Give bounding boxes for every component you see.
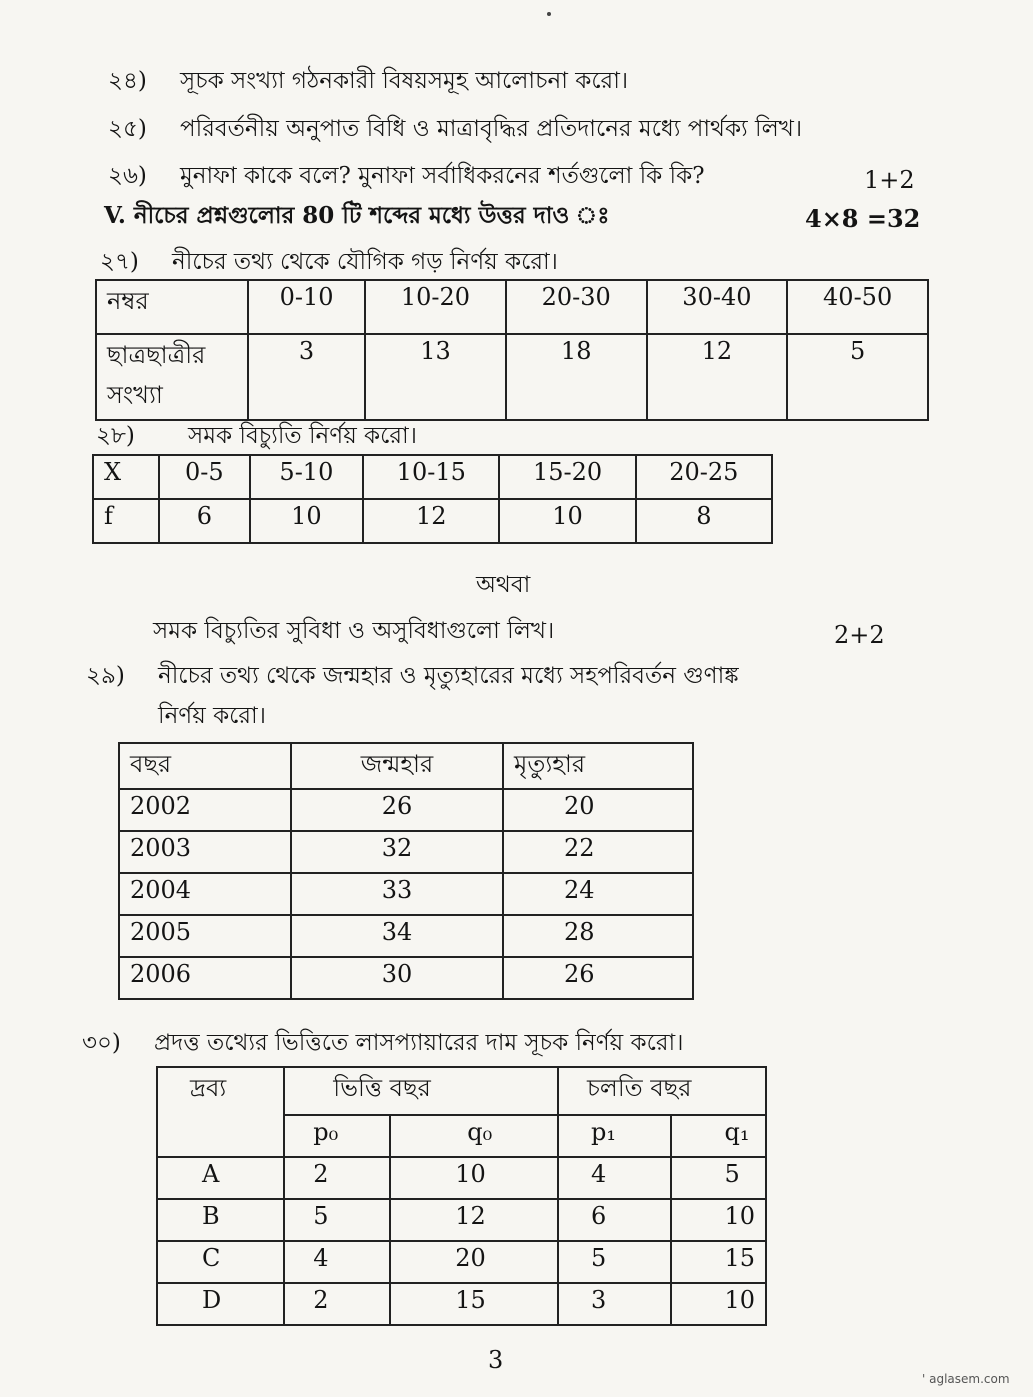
table-cell: 5 xyxy=(558,1241,671,1283)
table-cell: 20-30 xyxy=(506,280,647,334)
column-header: জন্মহার xyxy=(291,743,503,789)
question-29-line2: নির্ণয় করো। xyxy=(158,703,266,729)
table-cell: 5-10 xyxy=(250,455,363,499)
table-cell: 20 xyxy=(503,789,693,831)
table-row xyxy=(119,873,693,915)
question-text: পরিবর্তনীয় অনুপাত বিধি ও মাত্রাবৃদ্ধির প্রতিদানের মধ্যে পার্থক্য লিখ। xyxy=(180,116,803,142)
table-cell: 15 xyxy=(390,1283,558,1325)
table-cell: A xyxy=(157,1157,284,1199)
question-text: নীচের তথ্য থেকে যৌগিক গড় নির্ণয় করো। xyxy=(172,249,558,275)
question-number: ২৮) xyxy=(96,423,135,449)
table-header-row xyxy=(119,743,693,789)
table-cell: 10 xyxy=(499,499,635,543)
table-cell: 2006 xyxy=(119,957,291,999)
question-25 xyxy=(108,110,802,149)
table-cell: 20 xyxy=(390,1241,558,1283)
question-text: সমক বিচ্যুতি নির্ণয় করো। xyxy=(188,423,417,449)
table-cell: 10 xyxy=(250,499,363,543)
table-cell: 30 xyxy=(291,957,503,999)
table-cell: 4 xyxy=(284,1241,390,1283)
question-number: ২৪) xyxy=(108,68,147,94)
question-24 xyxy=(108,62,628,101)
column-header: q₀ xyxy=(390,1115,558,1157)
table-cell: 5 xyxy=(787,334,928,420)
question-26-marks: 1+2 xyxy=(864,166,915,194)
table-cell: 26 xyxy=(503,957,693,999)
question-text: মুনাফা কাকে বলে? মুনাফা সর্বাধিকরনের শর্তগুলো কি কি? xyxy=(180,163,705,189)
table-cell: 10-20 xyxy=(365,280,506,334)
table-q27 xyxy=(95,279,929,421)
table-cell: 10-15 xyxy=(363,455,499,499)
table-cell: 3 xyxy=(248,334,365,420)
table-cell: 2003 xyxy=(119,831,291,873)
table-row xyxy=(119,831,693,873)
question-text: প্রদত্ত তথ্যের ভিত্তিতে লাসপ্যায়ারের দাম সূচক নির্ণয় করো। xyxy=(154,1030,684,1056)
section-label: V. xyxy=(104,202,126,229)
table-cell: C xyxy=(157,1241,284,1283)
table-cell: 0-10 xyxy=(248,280,365,334)
question-28-alt-marks: 2+2 xyxy=(834,621,885,649)
page-number: 3 xyxy=(488,1346,504,1374)
table-cell: B xyxy=(157,1199,284,1241)
table-cell: 10 xyxy=(671,1283,766,1325)
table-cell: 2004 xyxy=(119,873,291,915)
row-label: নম্বর xyxy=(96,280,248,334)
table-cell: 5 xyxy=(284,1199,390,1241)
table-row xyxy=(96,334,928,420)
or-divider: অথবা xyxy=(476,572,531,598)
column-header: মৃত্যুহার xyxy=(503,743,693,789)
table-cell: 6 xyxy=(159,499,250,543)
column-header: p₁ xyxy=(558,1115,671,1157)
table-q30 xyxy=(156,1066,767,1326)
table-cell: 12 xyxy=(363,499,499,543)
table-cell: 40-50 xyxy=(787,280,928,334)
question-text: সূচক সংখ্যা গঠনকারী বিষয়সমূহ আলোচনা করো। xyxy=(180,68,629,94)
question-26 xyxy=(108,157,705,196)
column-header: চলতি বছর xyxy=(558,1067,766,1115)
question-number: ৩০) xyxy=(82,1030,121,1056)
table-cell: 18 xyxy=(506,334,647,420)
table-q29 xyxy=(118,742,694,1000)
question-number: ২৭) xyxy=(100,249,139,275)
table-cell: 15-20 xyxy=(499,455,635,499)
table-cell: 30-40 xyxy=(647,280,788,334)
table-cell: 0-5 xyxy=(159,455,250,499)
table-cell: 26 xyxy=(291,789,503,831)
table-cell: 15 xyxy=(671,1241,766,1283)
column-header: দ্রব্য xyxy=(157,1067,284,1157)
question-30 xyxy=(82,1024,683,1063)
table-row xyxy=(93,455,772,499)
question-29 xyxy=(86,657,739,696)
table-cell: 2 xyxy=(284,1157,390,1199)
question-number: ২৯) xyxy=(86,663,125,689)
section-v-marks: 4×8 =32 xyxy=(805,204,921,233)
table-row xyxy=(119,915,693,957)
table-cell: 24 xyxy=(503,873,693,915)
column-header: বছর xyxy=(119,743,291,789)
row-label: X xyxy=(93,455,159,499)
scan-speck xyxy=(547,12,551,16)
question-text: নীচের তথ্য থেকে জন্মহার ও মৃত্যুহারের মধ্যে সহপরিবর্তন গুণাঙ্ক xyxy=(158,663,739,689)
watermark: ' aglasem.com xyxy=(922,1372,1010,1386)
table-row xyxy=(93,499,772,543)
row-label-line: ছাত্রছাত্রীর xyxy=(107,341,206,369)
table-cell: 28 xyxy=(503,915,693,957)
question-28 xyxy=(96,417,417,456)
table-cell: 12 xyxy=(390,1199,558,1241)
question-number: ২৬) xyxy=(108,163,147,189)
column-header: ভিত্তি বছর xyxy=(284,1067,558,1115)
question-27 xyxy=(100,243,558,282)
table-cell: 10 xyxy=(390,1157,558,1199)
table-cell: 3 xyxy=(558,1283,671,1325)
column-header: q₁ xyxy=(671,1115,766,1157)
column-header: p₀ xyxy=(284,1115,390,1157)
table-q28 xyxy=(92,454,773,544)
row-label xyxy=(96,334,248,420)
table-cell: 5 xyxy=(671,1157,766,1199)
table-cell: 20-25 xyxy=(636,455,772,499)
table-cell: 22 xyxy=(503,831,693,873)
table-row xyxy=(119,789,693,831)
table-cell: 2002 xyxy=(119,789,291,831)
table-row xyxy=(157,1157,766,1199)
table-cell: 32 xyxy=(291,831,503,873)
table-cell: 13 xyxy=(365,334,506,420)
table-cell: 8 xyxy=(636,499,772,543)
question-number: ২৫) xyxy=(108,116,147,142)
table-cell: D xyxy=(157,1283,284,1325)
table-cell: 6 xyxy=(558,1199,671,1241)
table-header-row xyxy=(157,1067,766,1115)
table-cell: 10 xyxy=(671,1199,766,1241)
table-cell: 12 xyxy=(647,334,788,420)
table-row xyxy=(119,957,693,999)
section-v-heading xyxy=(104,197,609,236)
section-instruction: নীচের প্রশ্নগুলোর 80 টি শব্দের মধ্যে উত্তর দাও ঃ xyxy=(133,202,610,229)
table-cell: 4 xyxy=(558,1157,671,1199)
table-row xyxy=(157,1283,766,1325)
table-row xyxy=(96,280,928,334)
table-cell: 33 xyxy=(291,873,503,915)
table-cell: 2 xyxy=(284,1283,390,1325)
row-label: f xyxy=(93,499,159,543)
row-label-line: সংখ্যা xyxy=(107,381,163,409)
table-row xyxy=(157,1199,766,1241)
table-row xyxy=(157,1241,766,1283)
question-28-alternative: সমক বিচ্যুতির সুবিধা ও অসুবিধাগুলো লিখ। xyxy=(153,618,555,644)
table-cell: 2005 xyxy=(119,915,291,957)
table-cell: 34 xyxy=(291,915,503,957)
